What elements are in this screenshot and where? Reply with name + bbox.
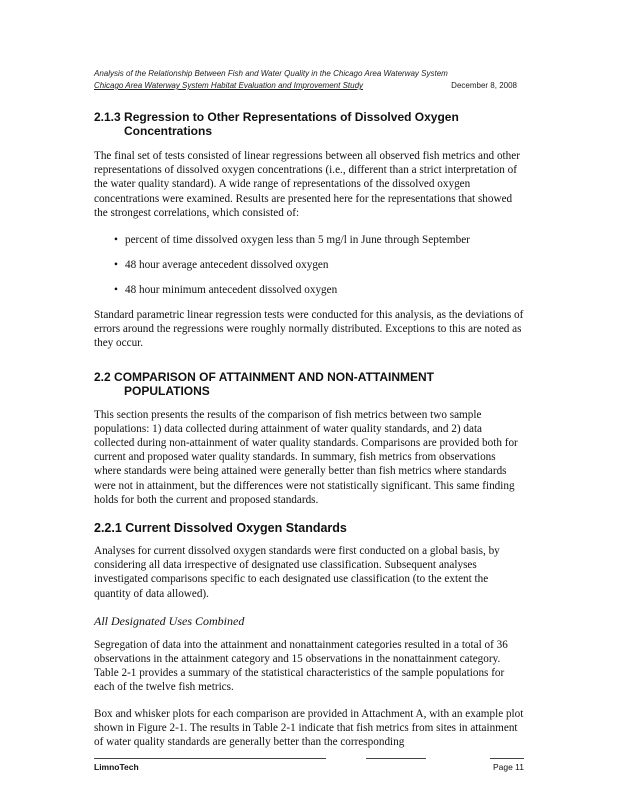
paragraph: This section presents the results of the comparison of fish metrics between two sample populations: 1) data collected during attainment of water quality standards, and 2) data collected during non-attainment of water quality standards. Comparisons are provided both for current and proposed water quality standards. In summary, fish metrics from observations where standards were being attained were generally better than fish metrics where standards were not in attainment, but the differences were not statistically significant. This same finding holds for both the current and proposed standards. xyxy=(94,408,518,506)
header-date: December 8, 2008 xyxy=(451,81,517,90)
footer-brand: LimnoTech xyxy=(94,762,139,772)
subheading: All Designated Uses Combined xyxy=(94,613,245,628)
section-title-line2: POPULATIONS xyxy=(124,383,210,398)
bullet-icon: • xyxy=(114,284,118,297)
paragraph: Segregation of data into the attainment and nonattainment categories resulted in a total of 36 observations in the attainment category and 15 observations in the nonattainment category. Table 2-1 provides a summary of the statistical characteristics of the sample populations for each of the twelve fish metrics. xyxy=(94,638,508,694)
section-title-line1: COMPARISON OF ATTAINMENT AND NON-ATTAINMENT xyxy=(114,369,434,384)
page-footer xyxy=(94,762,524,772)
bullet-icon: • xyxy=(114,234,118,247)
header-study-line xyxy=(94,80,524,92)
section-2-2-heading xyxy=(94,370,524,398)
running-header xyxy=(94,68,524,92)
paragraph: Analyses for current dissolved oxygen standards were first conducted on a global basis, by considering all data irrespective of designated use classification. Subsequent analyses investigated comparisons specific to each designated use classification (to the extent the quantity of data allowed). xyxy=(94,545,500,600)
section-2-2-1-heading: 2.2.1 Current Dissolved Oxygen Standards xyxy=(94,521,347,536)
header-report-title: Analysis of the Relationship Between Fish and Water Quality in the Chicago Area Waterway System xyxy=(94,69,448,78)
footer-rule-left xyxy=(94,758,326,759)
section-title-line1: Regression to Other Representations of Dissolved Oxygen xyxy=(124,110,459,124)
list-item: • percent of time dissolved oxygen less than 5 mg/l in June through September xyxy=(114,234,470,247)
section-2-1-3-heading xyxy=(94,110,524,138)
footer-rule-mid xyxy=(366,758,426,759)
list-item: • 48 hour average antecedent dissolved oxygen xyxy=(114,259,329,272)
section-title-line2: Concentrations xyxy=(124,124,213,138)
footer-rule-right xyxy=(490,758,524,759)
paragraph: Standard parametric linear regression tests were conducted for this analysis, as the deviations of errors around the regressions were roughly normally distributed. Exceptions to this are noted as they occur. xyxy=(94,309,524,350)
paragraph: Box and whisker plots for each comparison are provided in Attachment A, with an example plot shown in Figure 2-1. The results in Table 2-1 indicate that fish metrics from sites in attainment of water quality standards are generally better than the corresponding xyxy=(94,707,524,749)
bullet-list xyxy=(94,233,524,297)
list-item: • 48 hour minimum antecedent dissolved oxygen xyxy=(114,284,338,297)
bullet-icon: • xyxy=(114,259,118,272)
page-body xyxy=(94,110,524,749)
section-number: 2.2 xyxy=(94,369,111,384)
header-study-title: Chicago Area Waterway System Habitat Evaluation and Improvement Study xyxy=(94,81,364,90)
paragraph: The final set of tests consisted of linear regressions between all observed fish metrics and other representations of dissolved oxygen concentrations (i.e., different than a strict interpretation of the water quality standard). A wide range of representations of the dissolved oxygen concentrations were examined. Results are presented here for the representations that showed the strongest correlations, which consisted of: xyxy=(94,150,520,219)
page-number: Page 11 xyxy=(492,762,524,772)
section-number: 2.1.3 xyxy=(94,110,121,124)
